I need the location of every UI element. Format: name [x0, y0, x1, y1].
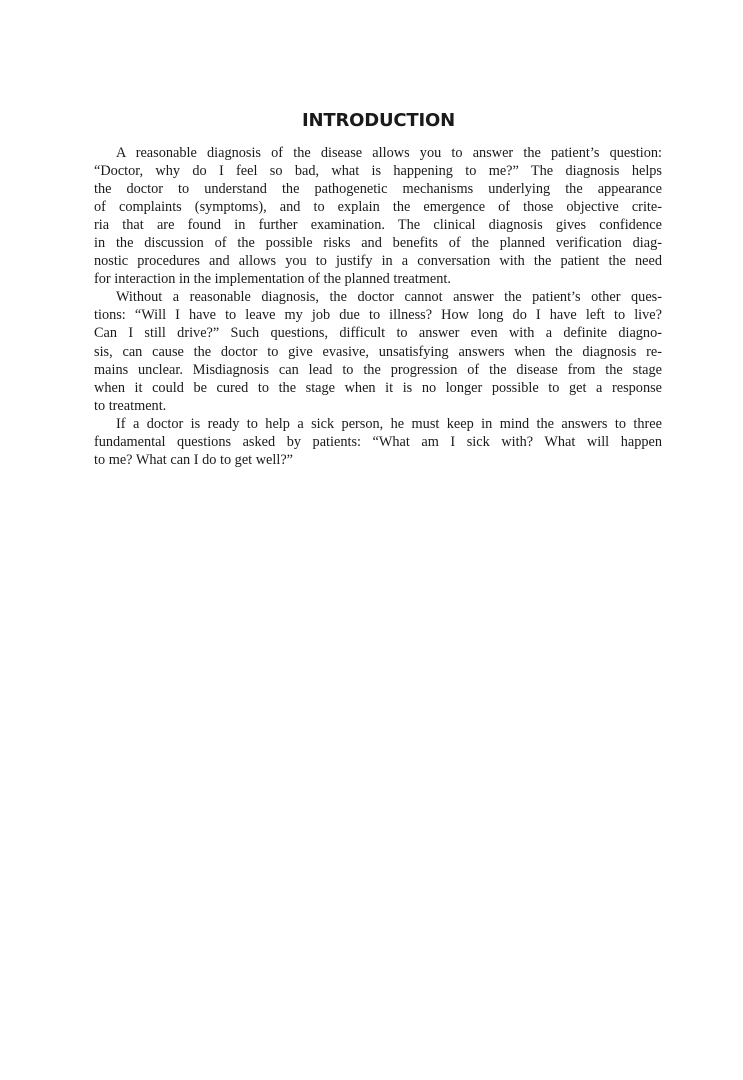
- text-line: when it could be cured to the stage when it is no longer possible to get a response: [94, 379, 662, 396]
- paragraph-3: [94, 415, 662, 469]
- text-line: “Doctor, why do I feel so bad, what is happening to me?” The diagnosis helps: [94, 163, 662, 180]
- text-line: mains unclear. Misdiagnosis can lead to the progression of the disease from the stage: [94, 361, 662, 378]
- text-line: ria that are found in further examination. The clinical diagnosis gives confidence: [94, 217, 662, 234]
- text-line: sis, can cause the doctor to give evasive, unsatisfying answers when the diagnosis re-: [94, 343, 662, 360]
- text-line: A reasonable diagnosis of the disease allows you to answer the patient’s question:: [116, 145, 662, 161]
- text-line: nostic procedures and allows you to justify in a conversation with the patient the need: [94, 253, 662, 270]
- text-line: Can I still drive?” Such questions, difficult to answer even with a definite diagno-: [94, 325, 662, 342]
- text-line: of complaints (symptoms), and to explain the emergence of those objective crite-: [94, 199, 662, 216]
- text-line: the doctor to understand the pathogenetic mechanisms underlying the appearance: [94, 181, 662, 198]
- text-line: tions: “Will I have to leave my job due to illness? How long do I have left to live?: [94, 307, 662, 324]
- text-line: in the discussion of the possible risks and benefits of the planned verification diag-: [94, 235, 662, 252]
- section-heading: INTRODUCTION: [302, 110, 455, 131]
- paragraph-2: [94, 288, 662, 414]
- text-line: If a doctor is ready to help a sick person, he must keep in mind the answers to three: [116, 415, 662, 432]
- body-text: [94, 144, 662, 469]
- text-line: to treatment.: [94, 397, 167, 414]
- text-line: to me? What can I do to get well?”: [94, 451, 294, 468]
- paragraph-1: [94, 144, 662, 288]
- text-line: for interaction in the implementation of the planned treatment.: [94, 271, 451, 288]
- text-line: Without a reasonable diagnosis, the doctor cannot answer the patient’s other ques-: [116, 289, 662, 306]
- text-line: fundamental questions asked by patients: “What am I sick with? What will happen: [94, 433, 662, 450]
